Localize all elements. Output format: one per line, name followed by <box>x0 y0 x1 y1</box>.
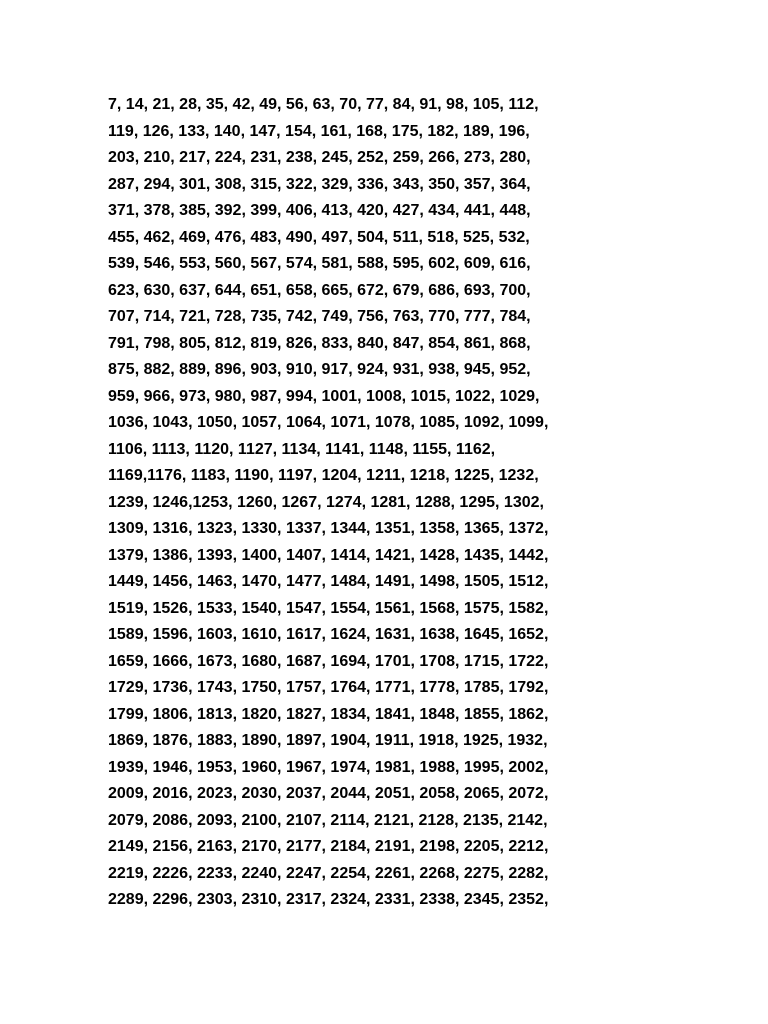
number-line: 875, 882, 889, 896, 903, 910, 917, 924, 931, 938, 945, 952, <box>108 361 531 378</box>
number-line: 287, 294, 301, 308, 315, 322, 329, 336, 343, 350, 357, 364, <box>108 175 531 193</box>
number-line: 1309, 1316, 1323, 1330, 1337, 1344, 1351, 1358, 1365, 1372, <box>108 520 549 537</box>
number-line: 1449, 1456, 1463, 1470, 1477, 1484, 1491, 1498, 1505, 1512, <box>108 573 549 590</box>
number-line: 1036, 1043, 1050, 1057, 1064, 1071, 1078, 1085, 1092, 1099, <box>108 414 549 431</box>
number-line: 455, 462, 469, 476, 483, 490, 497, 504, 511, 518, 525, 532, <box>108 228 530 246</box>
number-line: 1729, 1736, 1743, 1750, 1757, 1764, 1771, 1778, 1785, 1792, <box>108 679 549 696</box>
multiples-of-seven-list <box>108 92 708 914</box>
number-line: 959, 966, 973, 980, 987, 994, 1001, 1008, 1015, 1022, 1029, <box>108 387 540 405</box>
number-line: 1519, 1526, 1533, 1540, 1547, 1554, 1561, 1568, 1575, 1582, <box>108 599 549 617</box>
number-line: 1799, 1806, 1813, 1820, 1827, 1834, 1841, 1848, 1855, 1862, <box>108 705 549 723</box>
number-line: 707, 714, 721, 728, 735, 742, 749, 756, 763, 770, 777, 784, <box>108 308 531 325</box>
number-line: 2219, 2226, 2233, 2240, 2247, 2254, 2261, 2268, 2275, 2282, <box>108 864 549 882</box>
number-line: 1379, 1386, 1393, 1400, 1407, 1414, 1421, 1428, 1435, 1442, <box>108 546 549 564</box>
number-line: 1869, 1876, 1883, 1890, 1897, 1904, 1911, 1918, 1925, 1932, <box>108 732 548 749</box>
number-line: 1589, 1596, 1603, 1610, 1617, 1624, 1631, 1638, 1645, 1652, <box>108 626 549 643</box>
number-line: 2289, 2296, 2303, 2310, 2317, 2324, 2331, 2338, 2345, 2352, <box>108 891 549 908</box>
number-line: 1239, 1246,1253, 1260, 1267, 1274, 1281, 1288, 1295, 1302, <box>108 493 544 511</box>
number-line: 539, 546, 553, 560, 567, 574, 581, 588, 595, 602, 609, 616, <box>108 255 531 272</box>
number-line: 2149, 2156, 2163, 2170, 2177, 2184, 2191, 2198, 2205, 2212, <box>108 838 549 855</box>
number-line: 1659, 1666, 1673, 1680, 1687, 1694, 1701, 1708, 1715, 1722, <box>108 652 549 670</box>
number-line: 1939, 1946, 1953, 1960, 1967, 1974, 1981, 1988, 1995, 2002, <box>108 758 549 776</box>
number-line: 371, 378, 385, 392, 399, 406, 413, 420, 427, 434, 441, 448, <box>108 202 531 219</box>
number-line: 2079, 2086, 2093, 2100, 2107, 2114, 2121, 2128, 2135, 2142, <box>108 811 548 829</box>
number-line: 623, 630, 637, 644, 651, 658, 665, 672, 679, 686, 693, 700, <box>108 281 531 299</box>
number-line: 7, 14, 21, 28, 35, 42, 49, 56, 63, 70, 77, 84, 91, 98, 105, 112, <box>108 96 539 113</box>
number-line: 791, 798, 805, 812, 819, 826, 833, 840, 847, 854, 861, 868, <box>108 334 531 352</box>
number-line: 203, 210, 217, 224, 231, 238, 245, 252, 259, 266, 273, 280, <box>108 149 531 166</box>
number-line: 1106, 1113, 1120, 1127, 1134, 1141, 1148, 1155, 1162, <box>108 440 496 458</box>
number-line: 1169,1176, 1183, 1190, 1197, 1204, 1211, 1218, 1225, 1232, <box>108 467 539 484</box>
number-line: 119, 126, 133, 140, 147, 154, 161, 168, 175, 182, 189, 196, <box>108 122 530 140</box>
number-line: 2009, 2016, 2023, 2030, 2037, 2044, 2051, 2058, 2065, 2072, <box>108 785 549 802</box>
